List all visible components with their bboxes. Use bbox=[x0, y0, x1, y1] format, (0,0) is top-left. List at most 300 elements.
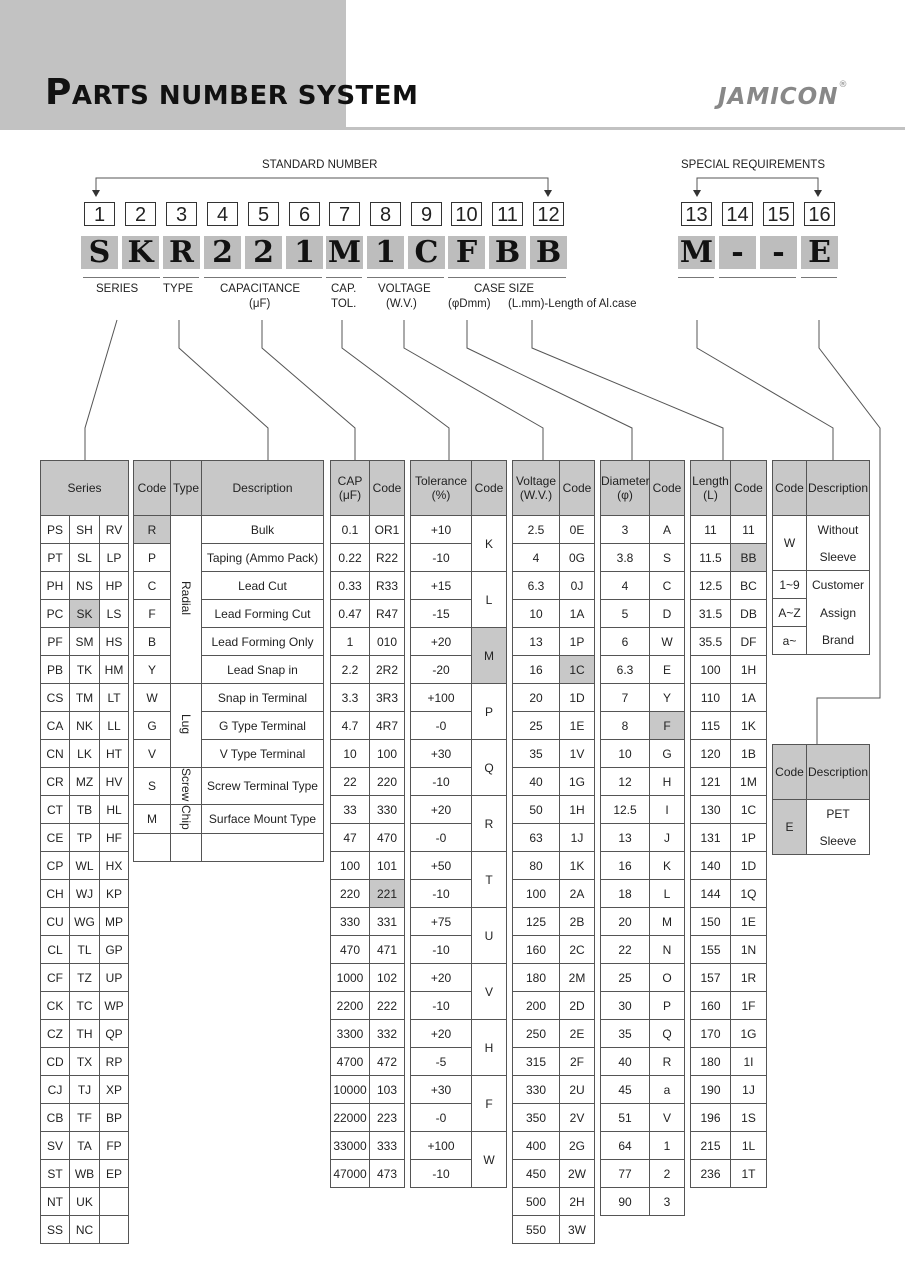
voltage-code-header: Code bbox=[560, 461, 595, 516]
diameter-row bbox=[601, 992, 685, 1020]
underline-tolerance bbox=[326, 277, 362, 278]
length-code: DF bbox=[731, 628, 767, 656]
tolerance-minus: -20 bbox=[411, 656, 472, 684]
voltage-value: 63 bbox=[513, 824, 560, 852]
cap-row bbox=[331, 572, 405, 600]
example-char-16: E bbox=[801, 236, 838, 269]
case-diameter-label: (φDmm) bbox=[448, 298, 491, 310]
example-char-14: - bbox=[719, 236, 756, 269]
voltage-unit-label: (W.V.) bbox=[386, 298, 417, 310]
special-code-a-z: A~Z bbox=[773, 599, 807, 627]
series-cell: SS bbox=[41, 1216, 70, 1244]
series-cell: TP bbox=[70, 824, 100, 852]
cap-code: 330 bbox=[370, 796, 405, 824]
cap-code: 473 bbox=[370, 1160, 405, 1188]
length-value: 236 bbox=[691, 1160, 731, 1188]
series-row bbox=[41, 684, 129, 712]
series-cell: PF bbox=[41, 628, 70, 656]
series-cell: TB bbox=[70, 796, 100, 824]
cap-code: 220 bbox=[370, 768, 405, 796]
cap-code: OR1 bbox=[370, 516, 405, 544]
tolerance-plus: +20 bbox=[411, 964, 472, 992]
position-box-14: 14 bbox=[722, 202, 753, 226]
diameter-code: a bbox=[650, 1076, 685, 1104]
type-code-S: S bbox=[134, 768, 171, 805]
length-header: Length (L) bbox=[691, 461, 731, 516]
diameter-value: 7 bbox=[601, 684, 650, 712]
series-cell: ST bbox=[41, 1160, 70, 1188]
voltage-value: 2.5 bbox=[513, 516, 560, 544]
type-code-Y: Y bbox=[134, 656, 171, 684]
sleeve-desc-header: Description bbox=[807, 745, 870, 800]
type-table bbox=[133, 460, 324, 862]
cap-row bbox=[331, 740, 405, 768]
cap-value: 33 bbox=[331, 796, 370, 824]
diameter-row bbox=[601, 544, 685, 572]
voltage-row bbox=[513, 1020, 595, 1048]
length-value: 115 bbox=[691, 712, 731, 740]
length-code: BC bbox=[731, 572, 767, 600]
special-code-w: W bbox=[773, 516, 807, 571]
diameter-code: H bbox=[650, 768, 685, 796]
position-box-8: 8 bbox=[370, 202, 401, 226]
length-row bbox=[691, 852, 767, 880]
tolerance-code: R bbox=[472, 796, 507, 852]
diameter-table bbox=[600, 460, 685, 1216]
voltage-header: Voltage (W.V.) bbox=[513, 461, 560, 516]
diameter-value: 12 bbox=[601, 768, 650, 796]
length-row bbox=[691, 1160, 767, 1188]
series-row bbox=[41, 964, 129, 992]
diameter-code: V bbox=[650, 1104, 685, 1132]
series-cell: SM bbox=[70, 628, 100, 656]
diameter-row bbox=[601, 628, 685, 656]
tolerance-code: P bbox=[472, 684, 507, 740]
diameter-code: E bbox=[650, 656, 685, 684]
voltage-code: 1A bbox=[560, 600, 595, 628]
voltage-code: 0J bbox=[560, 572, 595, 600]
cap-code: 333 bbox=[370, 1132, 405, 1160]
series-cell: TF bbox=[70, 1104, 100, 1132]
length-row bbox=[691, 684, 767, 712]
series-cell: LT bbox=[100, 684, 129, 712]
diameter-row bbox=[601, 1076, 685, 1104]
example-char-1: S bbox=[81, 236, 118, 269]
type-code-G: G bbox=[134, 712, 171, 740]
voltage-code: 1E bbox=[560, 712, 595, 740]
series-cell: LS bbox=[100, 600, 129, 628]
diameter-code: I bbox=[650, 796, 685, 824]
tolerance-code-header: Code bbox=[472, 461, 507, 516]
voltage-code: 2V bbox=[560, 1104, 595, 1132]
voltage-row bbox=[513, 516, 595, 544]
diameter-row bbox=[601, 684, 685, 712]
voltage-value: 100 bbox=[513, 880, 560, 908]
voltage-row bbox=[513, 1216, 595, 1244]
voltage-code: 1K bbox=[560, 852, 595, 880]
voltage-code: 2E bbox=[560, 1020, 595, 1048]
position-box-5: 5 bbox=[248, 202, 279, 226]
type-type-header: Type bbox=[171, 461, 202, 516]
tolerance-minus: -0 bbox=[411, 712, 472, 740]
length-value: 180 bbox=[691, 1048, 731, 1076]
length-row bbox=[691, 964, 767, 992]
type-code-header: Code bbox=[134, 461, 171, 516]
cap-value: 0.1 bbox=[331, 516, 370, 544]
diameter-row bbox=[601, 740, 685, 768]
length-code: 1P bbox=[731, 824, 767, 852]
tolerance-minus: -5 bbox=[411, 1048, 472, 1076]
length-value: 140 bbox=[691, 852, 731, 880]
diameter-value: 5 bbox=[601, 600, 650, 628]
voltage-value: 6.3 bbox=[513, 572, 560, 600]
type-desc-header: Description bbox=[202, 461, 324, 516]
series-cell: HP bbox=[100, 572, 129, 600]
type-desc: G Type Terminal bbox=[202, 712, 324, 740]
length-code: 1M bbox=[731, 768, 767, 796]
series-row bbox=[41, 908, 129, 936]
tolerance-row bbox=[411, 1020, 507, 1048]
tolerance-row bbox=[411, 572, 507, 600]
type-desc: V Type Terminal bbox=[202, 740, 324, 768]
tolerance-plus: +30 bbox=[411, 1076, 472, 1104]
length-value: 110 bbox=[691, 684, 731, 712]
type-group-cell bbox=[171, 684, 202, 768]
voltage-table bbox=[512, 460, 595, 1244]
cap-code: 470 bbox=[370, 824, 405, 852]
length-row bbox=[691, 1132, 767, 1160]
cap-row bbox=[331, 1104, 405, 1132]
diameter-code: Y bbox=[650, 684, 685, 712]
diameter-value: 64 bbox=[601, 1132, 650, 1160]
diameter-row bbox=[601, 712, 685, 740]
length-code: 1Q bbox=[731, 880, 767, 908]
type-group-radial: Radial bbox=[179, 580, 193, 616]
length-row bbox=[691, 1020, 767, 1048]
type-desc: Bulk bbox=[202, 516, 324, 544]
cap-row bbox=[331, 600, 405, 628]
tolerance-code: H bbox=[472, 1020, 507, 1076]
length-code: 1H bbox=[731, 656, 767, 684]
cap-code: 472 bbox=[370, 1048, 405, 1076]
type-desc: Lead Cut bbox=[202, 572, 324, 600]
voltage-row bbox=[513, 628, 595, 656]
example-char-9: C bbox=[408, 236, 445, 269]
special-desc-assign: Assign bbox=[807, 599, 870, 627]
capacitance-unit-label: (μF) bbox=[249, 298, 271, 310]
type-desc: Taping (Ammo Pack) bbox=[202, 544, 324, 572]
cap-value: 2.2 bbox=[331, 656, 370, 684]
cap-code: 101 bbox=[370, 852, 405, 880]
length-value: 12.5 bbox=[691, 572, 731, 600]
length-value: 190 bbox=[691, 1076, 731, 1104]
series-cell: HS bbox=[100, 628, 129, 656]
tolerance-row bbox=[411, 516, 507, 544]
diameter-code: F bbox=[650, 712, 685, 740]
series-cell: TK bbox=[70, 656, 100, 684]
example-char-6: 1 bbox=[286, 236, 323, 269]
series-row bbox=[41, 992, 129, 1020]
underline-case-size bbox=[448, 277, 566, 278]
voltage-code: 2A bbox=[560, 880, 595, 908]
voltage-value: 315 bbox=[513, 1048, 560, 1076]
type-code-R: R bbox=[134, 516, 171, 544]
cap-code: 010 bbox=[370, 628, 405, 656]
length-code: DB bbox=[731, 600, 767, 628]
diameter-code: R bbox=[650, 1048, 685, 1076]
voltage-value: 4 bbox=[513, 544, 560, 572]
sleeve-code-header: Code bbox=[773, 745, 807, 800]
special-desc-brand: Brand bbox=[807, 627, 870, 655]
length-code: BB bbox=[731, 544, 767, 572]
voltage-row bbox=[513, 684, 595, 712]
cap-code: 332 bbox=[370, 1020, 405, 1048]
cap-value: 10000 bbox=[331, 1076, 370, 1104]
tolerance-minus: -0 bbox=[411, 824, 472, 852]
position-box-12: 12 bbox=[533, 202, 564, 226]
voltage-row bbox=[513, 1160, 595, 1188]
cap-value: 0.47 bbox=[331, 600, 370, 628]
voltage-value: 350 bbox=[513, 1104, 560, 1132]
tolerance-plus: +20 bbox=[411, 796, 472, 824]
cap-code: 2R2 bbox=[370, 656, 405, 684]
position-box-15: 15 bbox=[763, 202, 794, 226]
diameter-code: 2 bbox=[650, 1160, 685, 1188]
voltage-code: 2D bbox=[560, 992, 595, 1020]
series-row bbox=[41, 656, 129, 684]
position-box-1: 1 bbox=[84, 202, 115, 226]
series-cell: CA bbox=[41, 712, 70, 740]
series-cell: CF bbox=[41, 964, 70, 992]
series-cell: PC bbox=[41, 600, 70, 628]
example-char-15: - bbox=[760, 236, 797, 269]
cap-row bbox=[331, 852, 405, 880]
length-code: 1A bbox=[731, 684, 767, 712]
series-cell: CT bbox=[41, 796, 70, 824]
length-code: 1C bbox=[731, 796, 767, 824]
cap-value: 10 bbox=[331, 740, 370, 768]
series-cell: LL bbox=[100, 712, 129, 740]
type-desc: Surface Mount Type bbox=[202, 805, 324, 834]
sleeve-desc-1: PET bbox=[807, 800, 870, 828]
tolerance-row bbox=[411, 796, 507, 824]
series-cell: CR bbox=[41, 768, 70, 796]
cap-row bbox=[331, 628, 405, 656]
cap-code: 471 bbox=[370, 936, 405, 964]
series-row bbox=[41, 600, 129, 628]
series-cell: LP bbox=[100, 544, 129, 572]
diameter-row bbox=[601, 796, 685, 824]
voltage-code: 2M bbox=[560, 964, 595, 992]
cap-code: 331 bbox=[370, 908, 405, 936]
length-row bbox=[691, 768, 767, 796]
cap-row bbox=[331, 796, 405, 824]
voltage-value: 35 bbox=[513, 740, 560, 768]
series-cell: TZ bbox=[70, 964, 100, 992]
series-cell: CH bbox=[41, 880, 70, 908]
type-group-chip: Chip bbox=[179, 805, 193, 831]
tolerance-plus: +20 bbox=[411, 1020, 472, 1048]
tolerance-row bbox=[411, 740, 507, 768]
voltage-row bbox=[513, 796, 595, 824]
length-row bbox=[691, 516, 767, 544]
voltage-value: 25 bbox=[513, 712, 560, 740]
voltage-value: 10 bbox=[513, 600, 560, 628]
length-code: 1I bbox=[731, 1048, 767, 1076]
length-code: 1E bbox=[731, 908, 767, 936]
cap-code-header: Code bbox=[370, 461, 405, 516]
series-cell: TJ bbox=[70, 1076, 100, 1104]
voltage-value: 550 bbox=[513, 1216, 560, 1244]
tolerance-code: F bbox=[472, 1076, 507, 1132]
voltage-value: 500 bbox=[513, 1188, 560, 1216]
series-cell: UK bbox=[70, 1188, 100, 1216]
series-cell: SK bbox=[70, 600, 100, 628]
tolerance-minus: -10 bbox=[411, 544, 472, 572]
tolerance-plus: +15 bbox=[411, 572, 472, 600]
position-box-13: 13 bbox=[681, 202, 712, 226]
length-value: 130 bbox=[691, 796, 731, 824]
cap-value: 2200 bbox=[331, 992, 370, 1020]
series-cell: CL bbox=[41, 936, 70, 964]
tolerance-plus: +10 bbox=[411, 516, 472, 544]
type-group-cell bbox=[171, 805, 202, 834]
diameter-code: O bbox=[650, 964, 685, 992]
length-row bbox=[691, 712, 767, 740]
voltage-value: 50 bbox=[513, 796, 560, 824]
series-cell: RP bbox=[100, 1048, 129, 1076]
example-char-8: 1 bbox=[367, 236, 404, 269]
diameter-code-header: Code bbox=[650, 461, 685, 516]
series-cell: TX bbox=[70, 1048, 100, 1076]
series-table bbox=[40, 460, 129, 1244]
cap-code: R22 bbox=[370, 544, 405, 572]
series-cell: TA bbox=[70, 1132, 100, 1160]
series-cell: KP bbox=[100, 880, 129, 908]
cap-row bbox=[331, 936, 405, 964]
length-row bbox=[691, 656, 767, 684]
cap-row bbox=[331, 964, 405, 992]
cap-code: R33 bbox=[370, 572, 405, 600]
voltage-row bbox=[513, 712, 595, 740]
series-cell: WG bbox=[70, 908, 100, 936]
diameter-value: 10 bbox=[601, 740, 650, 768]
series-row bbox=[41, 544, 129, 572]
tolerance-plus: +20 bbox=[411, 628, 472, 656]
series-row bbox=[41, 516, 129, 544]
tolerance-row bbox=[411, 964, 507, 992]
type-group-screw: Screw bbox=[179, 768, 193, 802]
diameter-value: 16 bbox=[601, 852, 650, 880]
series-row bbox=[41, 1076, 129, 1104]
tolerance-plus: +75 bbox=[411, 908, 472, 936]
voltage-value: 40 bbox=[513, 768, 560, 796]
special-requirements-label: SPECIAL REQUIREMENTS bbox=[681, 159, 825, 171]
series-cell: HT bbox=[100, 740, 129, 768]
type-code-F: F bbox=[134, 600, 171, 628]
diameter-value: 35 bbox=[601, 1020, 650, 1048]
diameter-row bbox=[601, 908, 685, 936]
position-box-7: 7 bbox=[329, 202, 360, 226]
length-value: 144 bbox=[691, 880, 731, 908]
series-cell: UP bbox=[100, 964, 129, 992]
series-cell: WL bbox=[70, 852, 100, 880]
type-desc: Lead Forming Cut bbox=[202, 600, 324, 628]
diameter-value: 20 bbox=[601, 908, 650, 936]
voltage-code: 1J bbox=[560, 824, 595, 852]
type-code-C: C bbox=[134, 572, 171, 600]
length-value: 215 bbox=[691, 1132, 731, 1160]
series-cell bbox=[100, 1188, 129, 1216]
cap-row bbox=[331, 992, 405, 1020]
cap-code: 102 bbox=[370, 964, 405, 992]
tolerance-code: K bbox=[472, 516, 507, 572]
series-cell: MP bbox=[100, 908, 129, 936]
series-label: SERIES bbox=[96, 283, 139, 295]
series-cell: CZ bbox=[41, 1020, 70, 1048]
voltage-value: 160 bbox=[513, 936, 560, 964]
series-cell: TM bbox=[70, 684, 100, 712]
tolerance-code: W bbox=[472, 1132, 507, 1188]
diameter-row bbox=[601, 1132, 685, 1160]
series-cell: TH bbox=[70, 1020, 100, 1048]
diameter-value: 77 bbox=[601, 1160, 650, 1188]
length-row bbox=[691, 908, 767, 936]
series-row bbox=[41, 1216, 129, 1244]
cap-value: 220 bbox=[331, 880, 370, 908]
series-cell: CP bbox=[41, 852, 70, 880]
length-value: 170 bbox=[691, 1020, 731, 1048]
special-table bbox=[772, 460, 870, 655]
diameter-value: 30 bbox=[601, 992, 650, 1020]
standard-number-label: STANDARD NUMBER bbox=[262, 159, 378, 171]
cap-code: 3R3 bbox=[370, 684, 405, 712]
voltage-code: 2G bbox=[560, 1132, 595, 1160]
series-cell: PH bbox=[41, 572, 70, 600]
voltage-row bbox=[513, 992, 595, 1020]
voltage-code: 2U bbox=[560, 1076, 595, 1104]
series-cell: NS bbox=[70, 572, 100, 600]
series-cell: CN bbox=[41, 740, 70, 768]
length-value: 150 bbox=[691, 908, 731, 936]
series-cell: CB bbox=[41, 1104, 70, 1132]
diameter-value: 25 bbox=[601, 964, 650, 992]
cap-value: 47000 bbox=[331, 1160, 370, 1188]
series-row bbox=[41, 712, 129, 740]
voltage-row bbox=[513, 572, 595, 600]
diameter-value: 13 bbox=[601, 824, 650, 852]
diameter-code: Q bbox=[650, 1020, 685, 1048]
special-desc-w2: Sleeve bbox=[807, 543, 870, 571]
cap-value: 4.7 bbox=[331, 712, 370, 740]
series-cell: PT bbox=[41, 544, 70, 572]
diameter-code: S bbox=[650, 544, 685, 572]
voltage-code: 1V bbox=[560, 740, 595, 768]
cap-code: 4R7 bbox=[370, 712, 405, 740]
underline-16 bbox=[801, 277, 837, 278]
series-cell: TL bbox=[70, 936, 100, 964]
length-code: 1N bbox=[731, 936, 767, 964]
diameter-value: 51 bbox=[601, 1104, 650, 1132]
voltage-code: 0G bbox=[560, 544, 595, 572]
tolerance-header: Tolerance (%) bbox=[411, 461, 472, 516]
tolerance-minus: -10 bbox=[411, 880, 472, 908]
case-size-label: CASE SIZE bbox=[474, 283, 535, 295]
diameter-row bbox=[601, 516, 685, 544]
tolerance-row bbox=[411, 628, 507, 656]
length-row bbox=[691, 600, 767, 628]
series-cell: HX bbox=[100, 852, 129, 880]
